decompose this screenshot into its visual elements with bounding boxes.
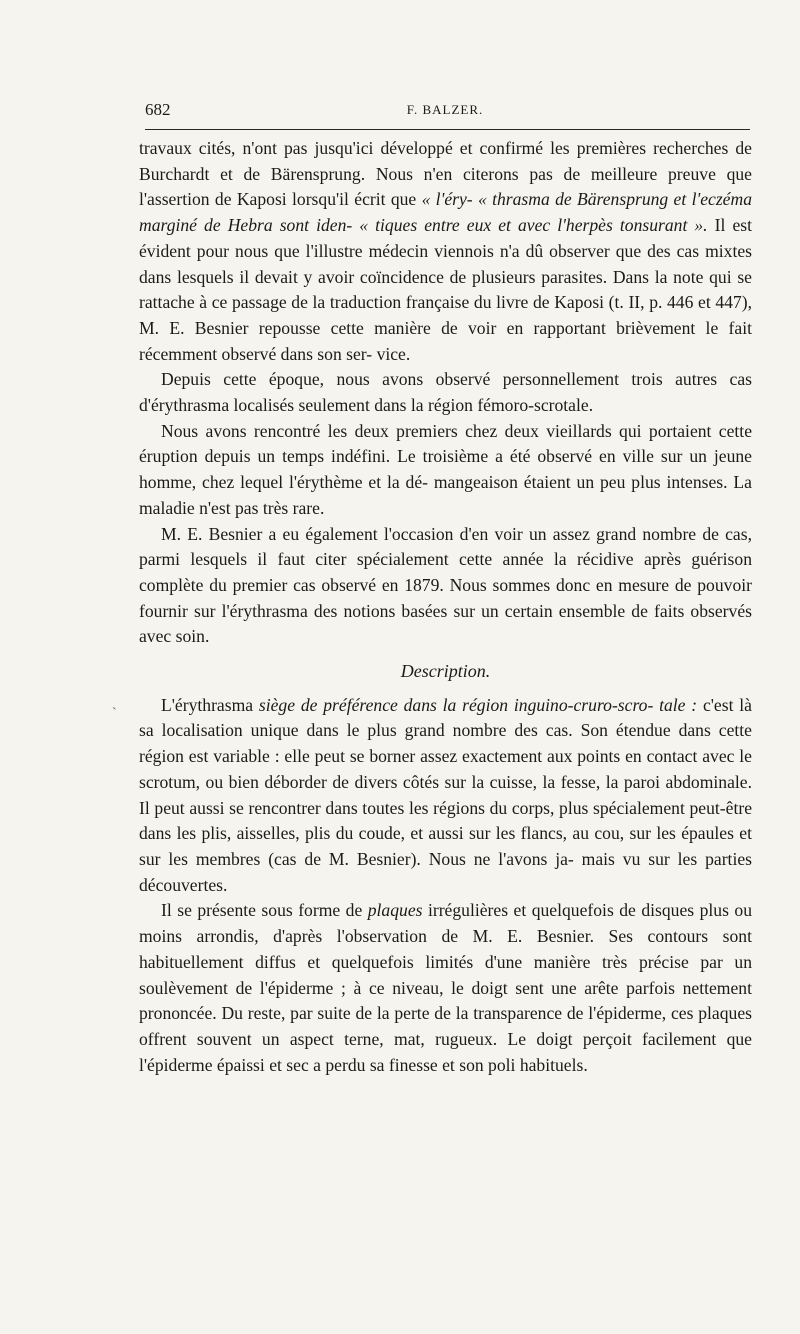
text-run: M. E. Besnier a eu également l'occasion d'en voir un assez grand nombre de cas, parmi lesquels il faut citer spécialement cette année la récidive après guérison complète du premier cas observé en 1879. Nous sommes donc en mesure de pouvoir fournir sur l'érythrasma des notions basées sur un certain ensemble de faits observés avec soin. (139, 523, 752, 647)
page-number: 682 (145, 100, 171, 119)
text-run: Nous avons rencontré les deux premiers chez deux vieillards qui portaient cette éruption depuis un temps indéfini. Le troisième a été observé en ville sur un jeune homme, chez lequel l'érythème et la dé- mangeaison étaient un peu plus intenses. La maladie n'est pas très rare. (139, 420, 752, 518)
running-head (145, 100, 750, 126)
paragraph (139, 419, 752, 522)
paragraph (139, 898, 752, 1078)
text-run: Il est évident pour nous que l'illustre médecin viennois n'a dû observer que des cas mixtes dans lesquels il devait y avoir coïncidence de plusieurs parasites. Dans la note qui se rattache à ce passage de la traduction française du livre de Kaposi (t. II, p. 446 et 447), M. E. Besnier repousse cette manière de voir en rapportant brièvement le fait récemment observé dans son ser- vice. (139, 215, 752, 364)
header-rule (145, 129, 750, 130)
italic-run: « l'éry- « thrasma de Bärensprung et l'eczéma marginé de Hebra sont iden- « tiques entre eux et avec l'herpès tonsurant ». (139, 189, 752, 236)
text-run: travaux cités, n'ont pas jusqu'ici développé et confirmé les premières recherches de Burchardt et de Bärensprung. Nous n'en citerons pas de meilleure preuve que l'assertion de Kaposi lorsqu'il écrit que (139, 138, 752, 210)
body-text (139, 136, 752, 1078)
paragraph (139, 693, 752, 899)
text-run: c'est là sa localisation unique dans le plus grand nombre des cas. Son étendue dans cette région est variable : elle peut se borner assez exactement aux points en contact avec le scrotum, ou bien déborder de divers côtés sur la cuisse, la fesse, la paroi abdominale. Il peut aussi se rencontrer dans toutes les régions du corps, plus spécialement peut-être dans les plis, aisselles, plis du coude, et aussi sur les flancs, au cou, sur les épaules et sur les membres (cas de M. Besnier). Nous ne l'avons ja- mais vu sur les parties découvertes. (139, 694, 752, 895)
text-run: irrégulières et quelquefois de disques plus ou moins arrondis, d'après l'observation de M. E. Besnier. Ses contours sont habituellement diffus et quelquefois limités d'une manière très précise par un soulèvement de l'épiderme ; à ce niveau, le doigt sent une arête parfois nettement prononcée. Du reste, par suite de la perte de la transparence de l'épiderme, ces plaques offrent souvent un aspect terne, mat, rugueux. Le doigt perçoit facilement que l'épiderme épaissi et sec a perdu sa finesse et son poli habituels. (139, 900, 752, 1075)
running-title: F. BALZER. (406, 102, 484, 117)
paragraph (139, 136, 752, 367)
section-heading: Description. (400, 661, 491, 682)
paragraph (139, 522, 752, 651)
text-run: Il se présente sous forme de (161, 900, 368, 921)
italic-run: plaques (367, 900, 423, 921)
italic-run: siège de préférence dans la région inguino-cruro-scro- tale : (258, 694, 698, 715)
paragraph (139, 367, 752, 418)
text-run: Depuis cette époque, nous avons observé personnellement trois autres cas d'érythrasma localisés seulement dans la région fémoro-scrotale. (139, 369, 752, 416)
stray-mark: ˴ (112, 700, 117, 715)
text-run: L'érythrasma (161, 694, 259, 715)
